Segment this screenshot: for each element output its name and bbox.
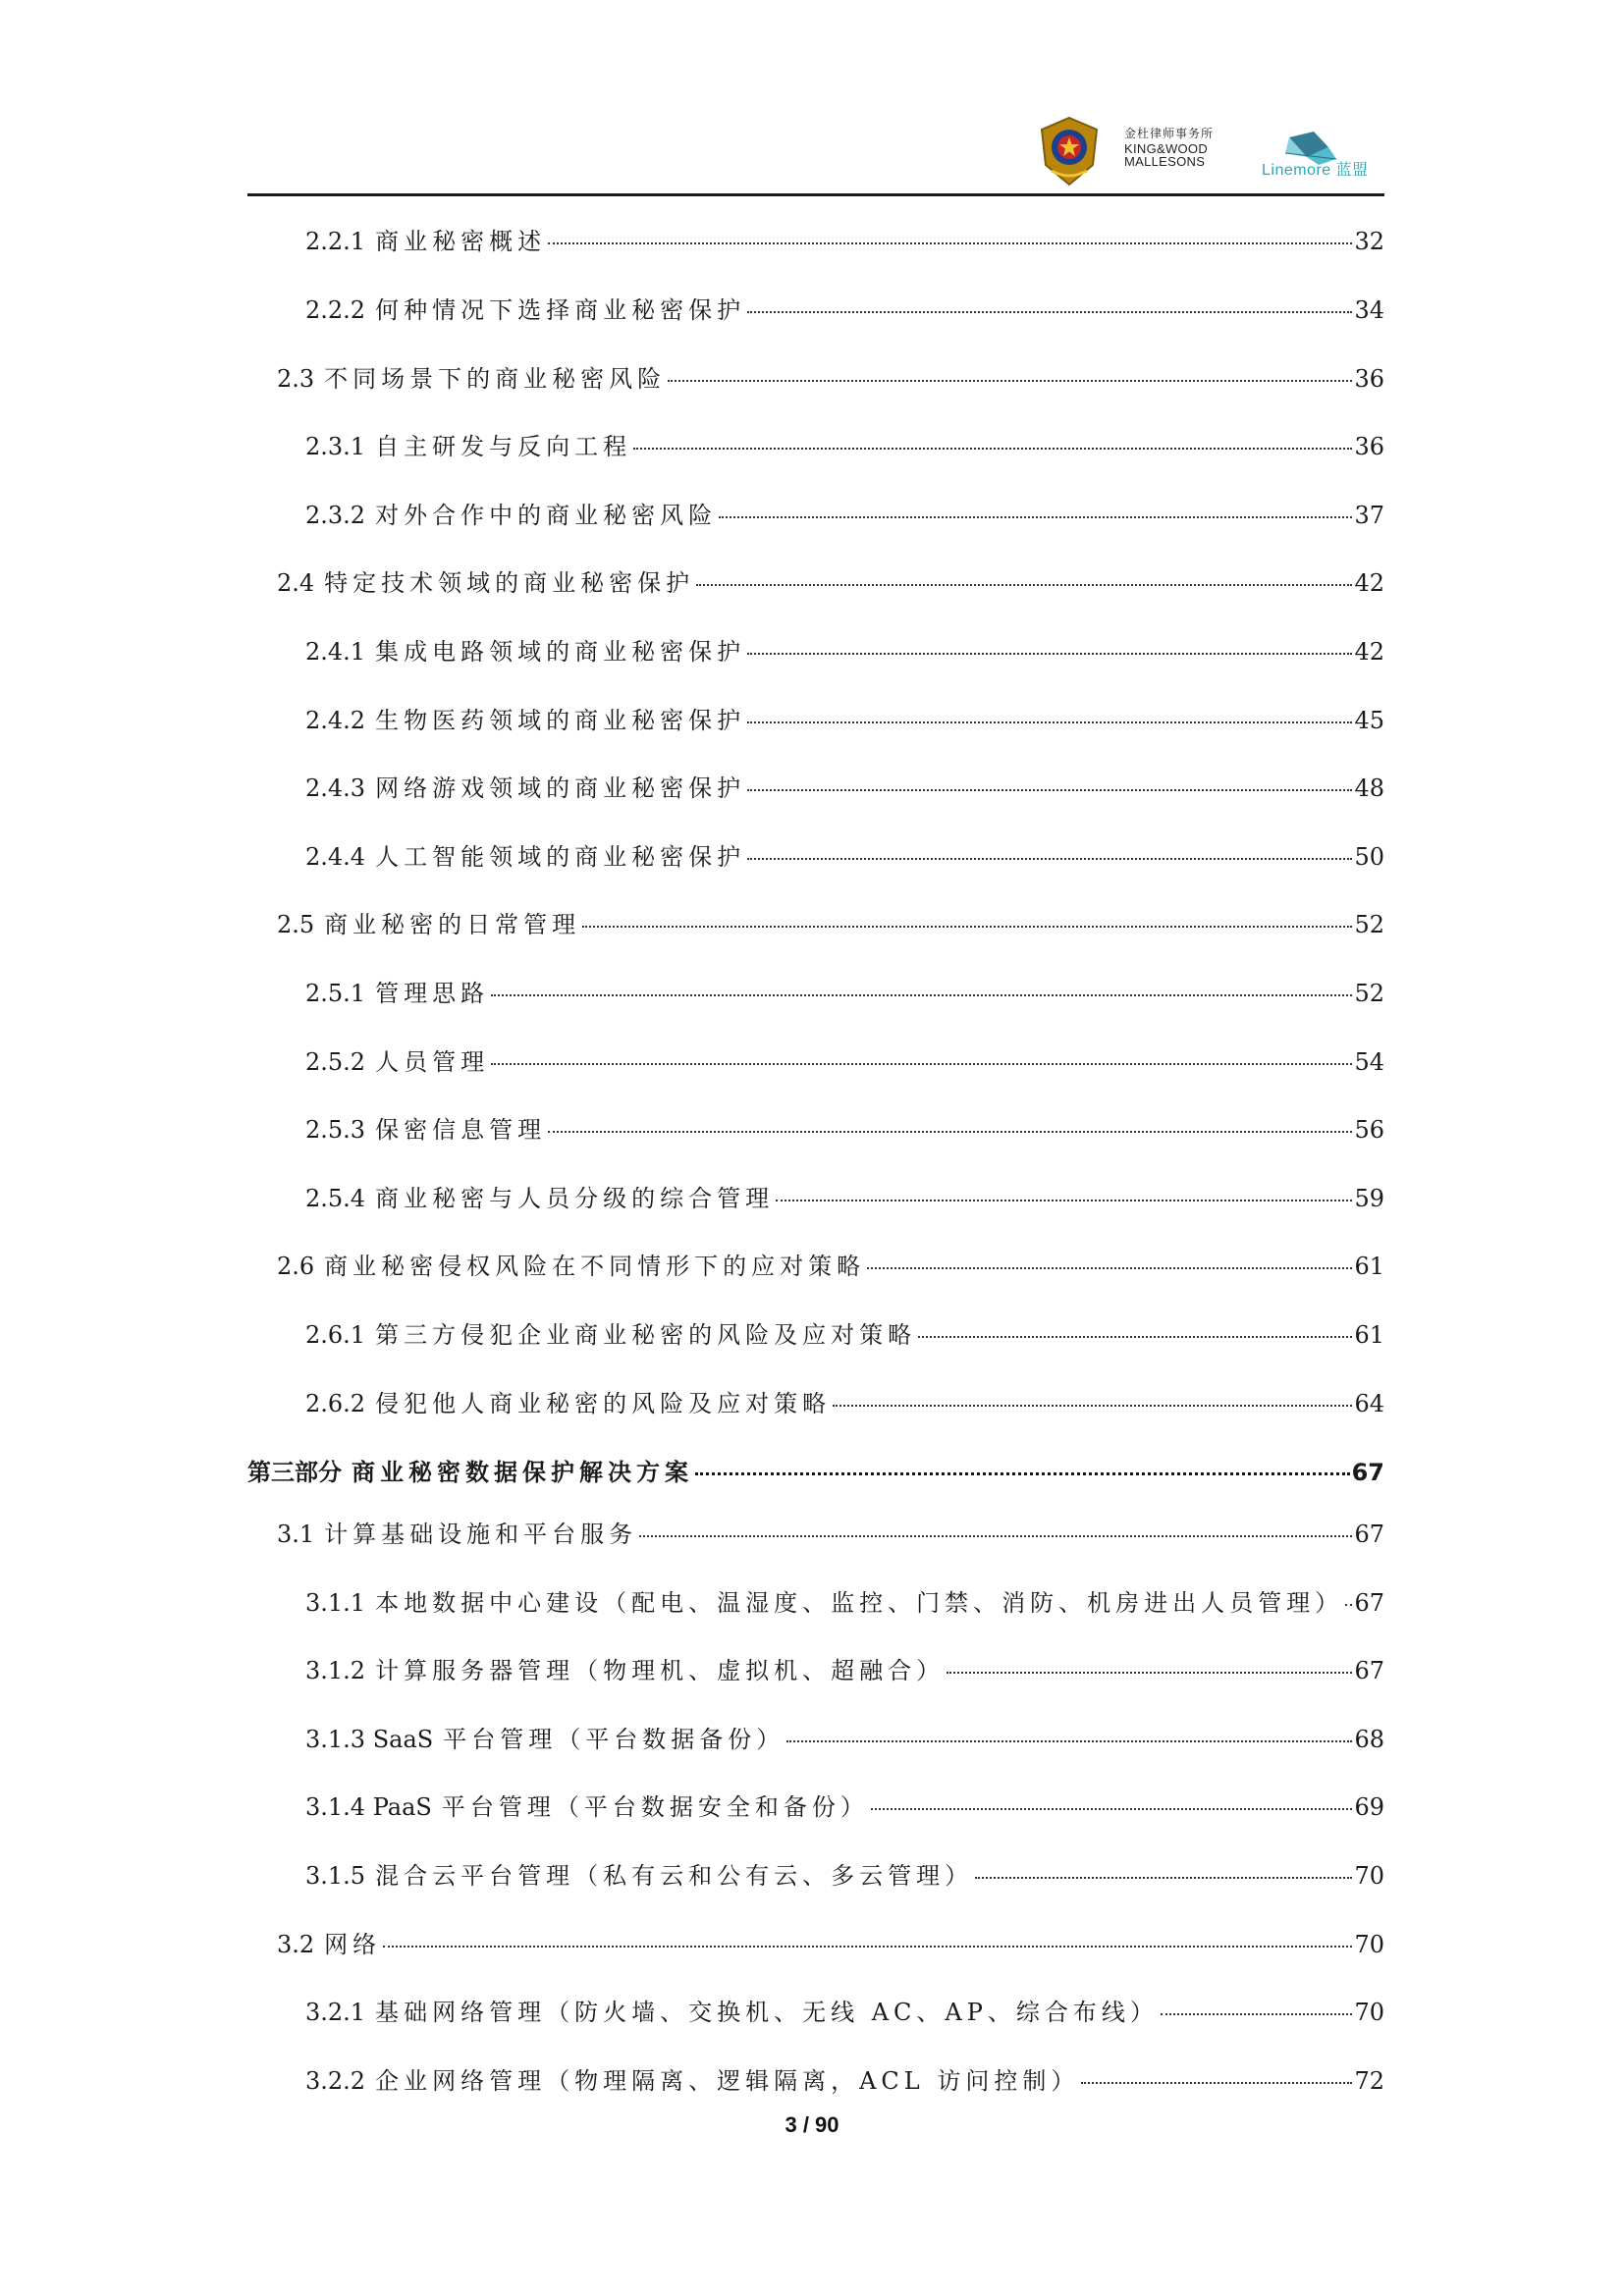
toc-entry-title <box>305 837 745 872</box>
toc-entry-text: 计算基础设施和平台服务 <box>324 1521 638 1548</box>
toc-entry-number: 2.6 <box>277 1253 315 1280</box>
toc-entry[interactable] <box>247 1856 1384 1891</box>
toc-dot-leader <box>639 1535 1352 1537</box>
toc-dot-leader <box>747 858 1352 860</box>
toc-entry-page: 52 <box>1354 980 1384 1007</box>
toc-entry-number: 3.2.1 <box>305 1999 366 2026</box>
toc-entry-title <box>305 2061 1079 2096</box>
toc-dot-leader <box>776 1200 1352 1201</box>
toc-entry-title <box>305 496 717 530</box>
kwm-logo-en-2: MALLESONS <box>1124 154 1206 169</box>
toc-entry-page: 42 <box>1354 638 1384 666</box>
toc-entry-title <box>305 632 745 667</box>
toc-entry-title <box>305 1583 1343 1618</box>
toc-entry-number: 3.1.4 PaaS <box>305 1793 432 1821</box>
toc-entry-number: 2.5.3 <box>305 1116 366 1144</box>
toc-entry[interactable] <box>247 905 1384 939</box>
toc-entry-text: 混合云平台管理（私有云和公有云、多云管理） <box>375 1862 974 1890</box>
toc-dot-leader <box>582 926 1352 928</box>
toc-entry[interactable] <box>247 1583 1384 1618</box>
toc-entry-page: 45 <box>1354 707 1384 734</box>
toc-entry-text: 本地数据中心建设（配电、温湿度、监控、门禁、消防、机房进出人员管理） <box>375 1589 1344 1617</box>
toc-entry-number: 2.5.1 <box>305 980 366 1007</box>
toc-entry-text: 保密信息管理 <box>375 1116 547 1144</box>
toc-dot-leader <box>491 1063 1352 1065</box>
toc-dot-leader <box>696 584 1352 586</box>
toc-entry-title <box>247 1453 693 1487</box>
toc-entry-text: 平台管理（平台数据备份） <box>443 1726 785 1753</box>
kwm-logo-cn: 金杜律师事务所 <box>1124 127 1215 140</box>
toc-entry[interactable] <box>247 222 1384 256</box>
toc-entry[interactable] <box>247 1110 1384 1145</box>
toc-dot-leader <box>786 1740 1352 1742</box>
toc-entry-title <box>305 1042 489 1077</box>
toc-entry-number: 3.1.2 <box>305 1657 366 1684</box>
toc-entry-page: 59 <box>1354 1185 1384 1212</box>
toc-dot-leader <box>1345 1604 1352 1606</box>
toc-entry-number: 3.1 <box>277 1521 315 1548</box>
toc-entry-text: 基础网络管理（防火墙、交换机、无线 AC、AP、综合布线） <box>375 1999 1159 2026</box>
toc-entry-text: 第三方侵犯企业商业秘密的风险及应对策略 <box>375 1321 917 1349</box>
toc-entry[interactable] <box>247 837 1384 872</box>
toc-entry-page: 32 <box>1354 228 1384 255</box>
toc-entry-text: 自主研发与反向工程 <box>375 433 632 460</box>
toc-dot-leader <box>719 516 1352 518</box>
toc-entry-page: 54 <box>1354 1048 1384 1076</box>
toc-dot-leader <box>747 311 1352 313</box>
toc-entry-text: 对外合作中的商业秘密风险 <box>375 502 718 529</box>
toc-entry-text: 计算服务器管理（物理机、虚拟机、超融合） <box>375 1657 946 1684</box>
toc-entry-title <box>305 974 489 1008</box>
toc-entry-number: 2.6.2 <box>305 1390 366 1417</box>
toc-dot-leader <box>867 1267 1352 1269</box>
toc-entry-page: 70 <box>1354 1862 1384 1890</box>
toc-entry-page: 56 <box>1354 1116 1384 1144</box>
toc-entry-title <box>305 769 745 803</box>
toc-entry-page: 69 <box>1354 1793 1384 1821</box>
toc-entry-page: 36 <box>1354 433 1384 460</box>
header-divider <box>247 193 1384 196</box>
linemore-logo-text: Linemore 蓝盟 <box>1262 162 1369 179</box>
toc-entry-title <box>277 359 666 394</box>
toc-entry-title <box>305 222 546 256</box>
toc-dot-leader <box>747 721 1352 723</box>
toc-entry[interactable] <box>247 1788 1384 1822</box>
toc-entry-page: 36 <box>1354 365 1384 393</box>
toc-entry-text: 管理思路 <box>375 980 490 1007</box>
toc-entry[interactable] <box>247 1993 1384 2027</box>
toc-entry-title <box>277 1515 637 1549</box>
toc-entry[interactable] <box>247 1651 1384 1685</box>
toc-entry-text: 平台管理（平台数据安全和备份） <box>441 1793 869 1821</box>
toc-entry-number: 3.1.3 SaaS <box>305 1726 434 1753</box>
toc-entry-text: 网络 <box>324 1931 382 1958</box>
toc-entry-page: 61 <box>1354 1321 1384 1349</box>
toc-dot-leader <box>747 653 1352 655</box>
toc-entry-number: 2.6.1 <box>305 1321 366 1349</box>
toc-entry[interactable] <box>247 1515 1384 1549</box>
toc-entry-text: 人工智能领域的商业秘密保护 <box>375 843 746 871</box>
toc-entry-number: 2.2.1 <box>305 228 366 255</box>
toc-entry-text: 生物医药领域的商业秘密保护 <box>375 707 746 734</box>
toc-entry-page: 67 <box>1354 1521 1384 1548</box>
toc-entry-number: 2.2.2 <box>305 296 366 324</box>
toc-entry-text: 集成电路领域的商业秘密保护 <box>375 638 746 666</box>
toc-dot-leader <box>491 994 1352 996</box>
kwm-logo-en-1: KING&WOOD <box>1124 141 1209 156</box>
toc-entry-title <box>305 1856 973 1891</box>
toc-entry-number: 2.5.4 <box>305 1185 366 1212</box>
toc-entry-page: 37 <box>1354 502 1384 529</box>
toc-dot-leader <box>1161 2013 1353 2015</box>
toc-entry-title <box>277 905 580 939</box>
toc-entry-text: 商业秘密的日常管理 <box>324 911 581 938</box>
toc-entry-number: 2.5.2 <box>305 1048 366 1076</box>
toc-entry-page: 67 <box>1351 1459 1384 1486</box>
toc-entry-page: 48 <box>1354 774 1384 802</box>
page-number: 3 / 90 <box>785 2112 839 2137</box>
toc-dot-leader <box>668 380 1352 382</box>
toc-dot-leader <box>747 789 1352 791</box>
toc-entry[interactable] <box>247 632 1384 667</box>
toc-entry-number: 2.4.2 <box>305 707 366 734</box>
toc-dot-leader <box>918 1336 1352 1338</box>
toc-entry-title <box>305 1651 945 1685</box>
toc-entry-page: 61 <box>1354 1253 1384 1280</box>
toc-dot-leader <box>871 1808 1353 1810</box>
toc-entry[interactable] <box>247 2061 1384 2096</box>
toc-dot-leader <box>548 1131 1352 1133</box>
toc-entry-number: 2.3.1 <box>305 433 366 460</box>
toc-entry-title <box>277 1925 381 1959</box>
toc-entry-number: 2.4.4 <box>305 843 366 871</box>
toc-dot-leader <box>383 1946 1352 1948</box>
toc-entry[interactable] <box>247 1179 1384 1213</box>
toc-entry-number: 2.4.1 <box>305 638 366 666</box>
toc-entry-page: 68 <box>1354 1726 1384 1753</box>
toc-entry[interactable] <box>247 291 1384 325</box>
toc-entry[interactable] <box>247 563 1384 598</box>
toc-entry-text: 不同场景下的商业秘密风险 <box>324 365 667 393</box>
toc-entry-number: 3.1.1 <box>305 1589 366 1617</box>
toc-entry[interactable] <box>247 1042 1384 1077</box>
kwm-logo <box>1124 128 1232 168</box>
toc-entry-number: 2.3 <box>277 365 315 393</box>
toc-entry-page: 72 <box>1354 2067 1384 2095</box>
toc-entry-title <box>305 701 745 735</box>
toc-entry-text: 何种情况下选择商业秘密保护 <box>375 296 746 324</box>
toc-entry-title <box>305 1315 916 1350</box>
toc-entry-text: 企业网络管理（物理隔离、逻辑隔离，ACL 访问控制） <box>375 2067 1080 2095</box>
toc-entry-title <box>305 1720 785 1754</box>
toc-dot-leader <box>1081 2082 1352 2084</box>
toc-dot-leader <box>833 1405 1352 1407</box>
toc-entry-page: 70 <box>1354 1931 1384 1958</box>
toc-dot-leader <box>975 1877 1352 1879</box>
toc-entry-page: 50 <box>1354 843 1384 871</box>
toc-entry-text: 特定技术领域的商业秘密保护 <box>324 569 695 597</box>
toc-entry-page: 70 <box>1354 1999 1384 2026</box>
toc-entry-text: 商业秘密数据保护解决方案 <box>352 1459 693 1486</box>
toc-entry[interactable] <box>247 974 1384 1008</box>
header-logos <box>1036 116 1380 189</box>
toc-entry[interactable] <box>247 427 1384 461</box>
toc-entry-page: 67 <box>1354 1657 1384 1684</box>
toc-dot-leader <box>695 1472 1350 1475</box>
toc-dot-leader <box>548 242 1352 244</box>
toc-entry-title <box>305 1993 1159 2027</box>
toc-entry-text: 商业秘密与人员分级的综合管理 <box>375 1185 775 1212</box>
toc-entry-title <box>305 1179 774 1213</box>
toc-entry-text: 侵犯他人商业秘密的风险及应对策略 <box>375 1390 832 1417</box>
toc-entry-page: 64 <box>1354 1390 1384 1417</box>
toc-entry[interactable] <box>247 1384 1384 1418</box>
toc-entry-title <box>277 563 694 598</box>
toc-entry-title <box>277 1247 865 1281</box>
toc-entry-text: 人员管理 <box>375 1048 490 1076</box>
toc-entry[interactable] <box>247 496 1384 530</box>
toc-entry-page: 42 <box>1354 569 1384 597</box>
toc-entry-number: 3.2 <box>277 1931 315 1958</box>
toc-entry-number: 2.3.2 <box>305 502 366 529</box>
toc-entry[interactable] <box>247 1453 1384 1487</box>
toc-entry[interactable] <box>247 1925 1384 1959</box>
toc-entry-text: 网络游戏领域的商业秘密保护 <box>375 774 746 802</box>
toc-entry-number: 2.4 <box>277 569 315 597</box>
toc-entry-number: 第三部分 <box>247 1459 342 1486</box>
toc-entry[interactable] <box>247 359 1384 394</box>
toc-entry-page: 67 <box>1354 1589 1384 1617</box>
toc-entry-title <box>305 291 745 325</box>
toc-entry[interactable] <box>247 701 1384 735</box>
toc-dot-leader <box>947 1672 1352 1674</box>
toc-entry-number: 3.2.2 <box>305 2067 366 2095</box>
toc-dot-leader <box>633 448 1352 450</box>
toc-entry-page: 34 <box>1354 296 1384 324</box>
toc-entry[interactable] <box>247 769 1384 803</box>
toc-entry-number: 2.4.3 <box>305 774 366 802</box>
toc-entry-title <box>305 1110 546 1145</box>
toc-entry-title <box>305 1788 869 1822</box>
toc-entry-title <box>305 427 631 461</box>
toc-entry-number: 2.5 <box>277 911 315 938</box>
toc-entry-page: 52 <box>1354 911 1384 938</box>
police-emblem-icon <box>1036 116 1103 187</box>
toc-entry[interactable] <box>247 1247 1384 1281</box>
toc-entry-text: 商业秘密侵权风险在不同情形下的应对策略 <box>324 1253 866 1280</box>
toc-entry[interactable] <box>247 1315 1384 1350</box>
toc-entry[interactable] <box>247 1720 1384 1754</box>
toc-entry-title <box>305 1384 831 1418</box>
toc-entry-number: 3.1.5 <box>305 1862 366 1890</box>
toc-entry-text: 商业秘密概述 <box>375 228 547 255</box>
